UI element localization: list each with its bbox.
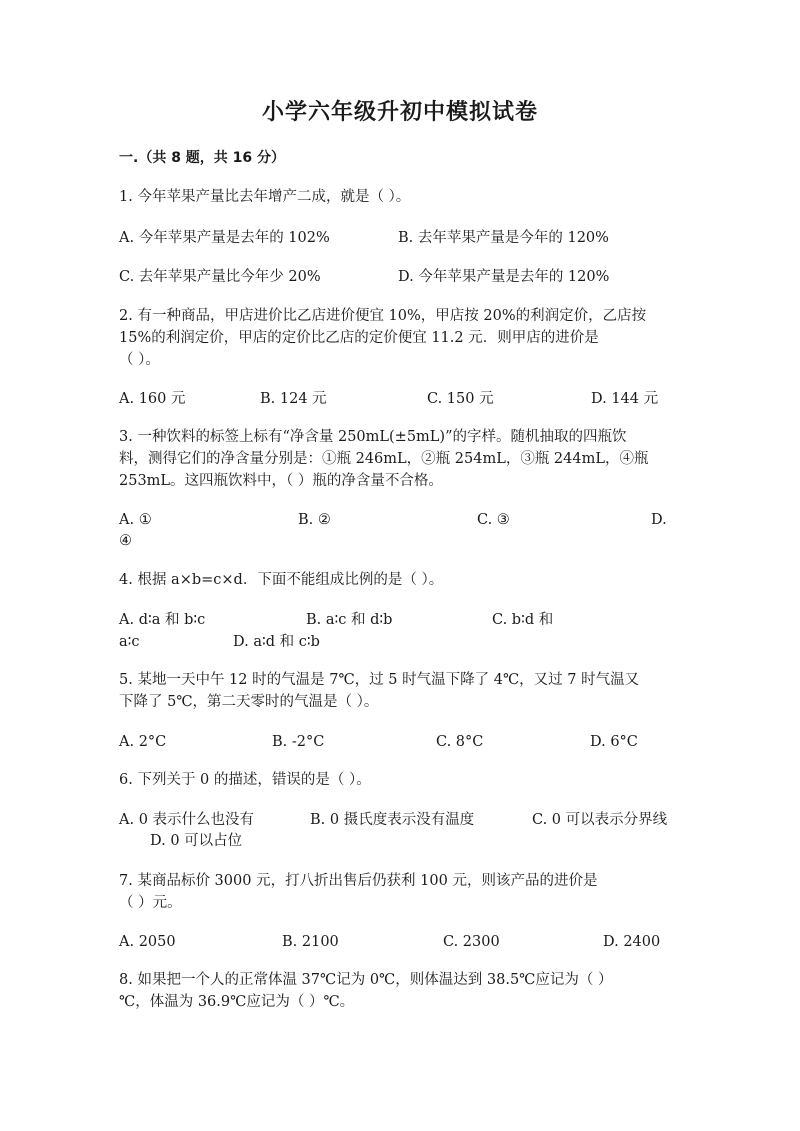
q1-option-a: A. 今年苹果产量是去年的 102% — [119, 230, 330, 246]
q5-option-c: C. 8°C — [436, 734, 484, 750]
question-1-stem: 1. 今年苹果产量比去年增产二成，就是（ ）。 — [119, 189, 411, 205]
question-2-stem-line-2: 15%的利润定价，甲店的定价比乙店的定价便宜 11.2 元．则甲店的进价是 — [119, 330, 599, 346]
q5-option-d: D. 6°C — [590, 734, 638, 750]
question-3-stem-line-3: 253mL。这四瓶饮料中，（ ）瓶的净含量不合格。 — [119, 473, 443, 489]
q4-option-b: B. a∶c 和 d∶b — [306, 612, 393, 628]
q3-option-b: B. ② — [298, 512, 331, 528]
q2-option-c: C. 150 元 — [427, 391, 494, 407]
q5-option-b: B. -2°C — [272, 734, 325, 750]
q4-option-a: A. d∶a 和 b∶c — [119, 612, 206, 628]
question-5-stem-line-1: 5. 某地一天中午 12 时的气温是 7℃，过 5 时气温下降了 4℃，又过 7 时气温又 — [119, 672, 640, 688]
q5-option-a: A. 2°C — [119, 734, 167, 750]
q2-option-b: B. 124 元 — [260, 391, 327, 407]
q4-option-d: D. a∶d 和 c∶b — [233, 634, 320, 650]
q6-option-d: D. 0 可以占位 — [150, 833, 243, 849]
q3-option-c: C. ③ — [477, 512, 510, 528]
q3-option-d-value: ④ — [119, 533, 132, 549]
q7-option-b: B. 2100 — [282, 934, 339, 950]
q3-option-d-letter: D. — [651, 512, 667, 528]
q1-option-d: D. 今年苹果产量是去年的 120% — [398, 269, 610, 285]
section-header: 一.（共 8 题，共 16 分） — [119, 150, 286, 166]
page-title: 小学六年级升初中模拟试卷 — [261, 100, 538, 125]
q2-option-d: D. 144 元 — [591, 391, 659, 407]
question-7-stem-line-2: （ ）元。 — [119, 895, 182, 911]
q1-option-b: B. 去年苹果产量是今年的 120% — [398, 230, 609, 246]
question-4-stem: 4. 根据 a×b=c×d．下面不能组成比例的是（ ）。 — [119, 572, 444, 588]
question-2-stem-line-3: （ ）。 — [119, 352, 160, 368]
q7-option-c: C. 2300 — [443, 934, 500, 950]
question-7-stem-line-1: 7. 某商品标价 3000 元，打八折出售后仍获利 100 元，则该产品的进价是 — [119, 873, 598, 889]
q6-option-c: C. 0 可以表示分界线 — [532, 812, 668, 828]
question-8-stem-line-2: ℃，体温为 36.9℃应记为（ ）℃。 — [119, 994, 355, 1010]
question-5-stem-line-2: 下降了 5℃，第二天零时的气温是（ ）。 — [119, 694, 379, 710]
question-6-stem: 6. 下列关于 0 的描述，错误的是（ ）。 — [119, 772, 371, 788]
q3-option-a: A. ① — [119, 512, 152, 528]
q4-option-c: C. b∶d 和 — [492, 612, 554, 628]
q1-option-c: C. 去年苹果产量比今年少 20% — [119, 269, 321, 285]
q2-option-a: A. 160 元 — [119, 391, 186, 407]
q4-option-c-cont: a∶c — [119, 634, 140, 650]
question-3-stem-line-1: 3. 一种饮料的标签上标有“净含量 250mL(±5mL)”的字样。随机抽取的四瓶饮 — [119, 429, 627, 445]
q7-option-d: D. 2400 — [603, 934, 661, 950]
question-3-stem-line-2: 料，测得它们的净含量分别是：①瓶 246mL，②瓶 254mL，③瓶 244mL，④瓶 — [119, 451, 649, 467]
q7-option-a: A. 2050 — [119, 934, 176, 950]
q6-option-b: B. 0 摄氏度表示没有温度 — [310, 812, 475, 828]
question-2-stem-line-1: 2. 有一种商品，甲店进价比乙店进价便宜 10%，甲店按 20%的利润定价，乙店按 — [119, 308, 647, 324]
question-8-stem-line-1: 8. 如果把一个人的正常体温 37℃记为 0℃，则体温达到 38.5℃应记为（ ） — [119, 972, 613, 988]
q6-option-a: A. 0 表示什么也没有 — [119, 812, 255, 828]
